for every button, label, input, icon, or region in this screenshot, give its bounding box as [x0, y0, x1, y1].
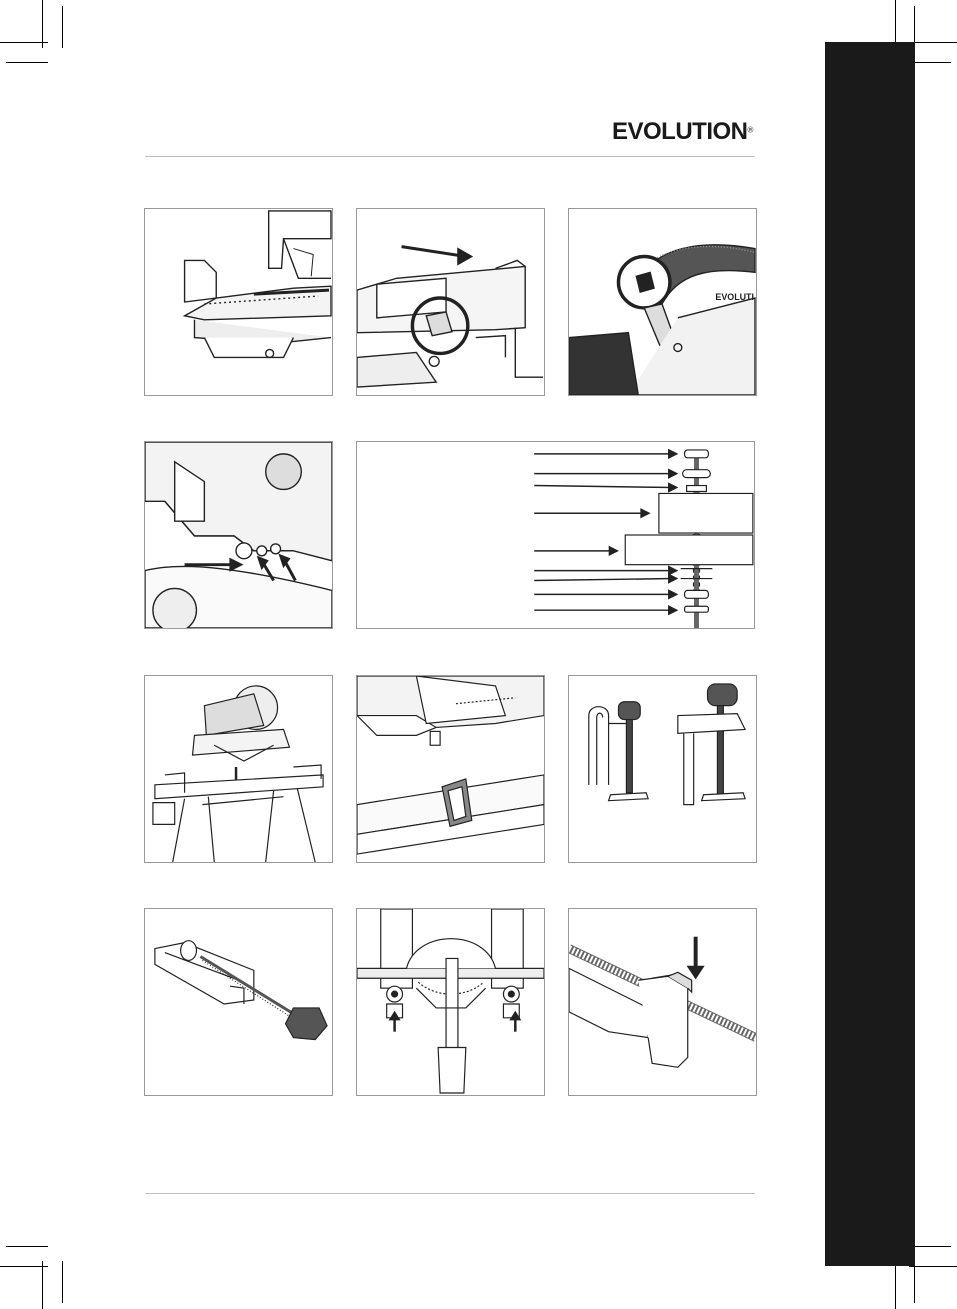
handle-switch-illustration: [569, 209, 756, 395]
figure-7: [356, 675, 545, 863]
lower-guard-illustration: [145, 442, 332, 628]
brand-logo: [612, 118, 757, 146]
crop-mark: [909, 62, 951, 63]
crop-mark: [909, 1266, 957, 1267]
saw-fence-illustration: [145, 209, 332, 395]
side-tab: [825, 42, 915, 1266]
logo-text: EVOLUTION: [612, 118, 748, 145]
fence-lock-illustration: [357, 209, 544, 395]
figure-5: [356, 441, 755, 629]
crop-mark: [62, 6, 63, 48]
figure-2: [356, 208, 545, 396]
header-rule: [145, 156, 755, 157]
figure-8: [568, 675, 757, 863]
stop-block-illustration: [569, 909, 756, 1095]
footer-rule: [145, 1193, 755, 1194]
figure-6: [144, 675, 333, 863]
crop-mark: [0, 1266, 48, 1267]
crop-mark: [895, 0, 896, 48]
figure-1: [144, 208, 333, 396]
figure-4: [144, 441, 333, 629]
logo-text-illustration: EVOLUTI: [715, 292, 754, 303]
crop-mark: [6, 62, 48, 63]
hold-down-clamps-illustration: [569, 676, 756, 862]
crop-mark: [42, 1261, 43, 1309]
figure-9: [144, 908, 333, 1096]
crop-mark: [914, 1261, 915, 1303]
registered-mark: ®: [747, 125, 754, 135]
crop-mark: [42, 0, 43, 48]
base-top-view-illustration: [357, 909, 544, 1095]
crop-mark: [909, 1246, 951, 1247]
crop-mark: [62, 1261, 63, 1303]
figure-10: [356, 908, 545, 1096]
crop-mark: [895, 1261, 896, 1309]
crop-mark: [0, 42, 48, 43]
clamp-on-bench-illustration: [357, 676, 544, 862]
crop-mark: [6, 1246, 48, 1247]
crop-mark: [909, 42, 957, 43]
extension-bar-illustration: [145, 909, 332, 1095]
saw-on-stand-illustration: [145, 676, 332, 862]
figure-3: [568, 208, 757, 396]
figure-11: [568, 908, 757, 1096]
bolt-washer-stack-illustration: [357, 442, 754, 628]
